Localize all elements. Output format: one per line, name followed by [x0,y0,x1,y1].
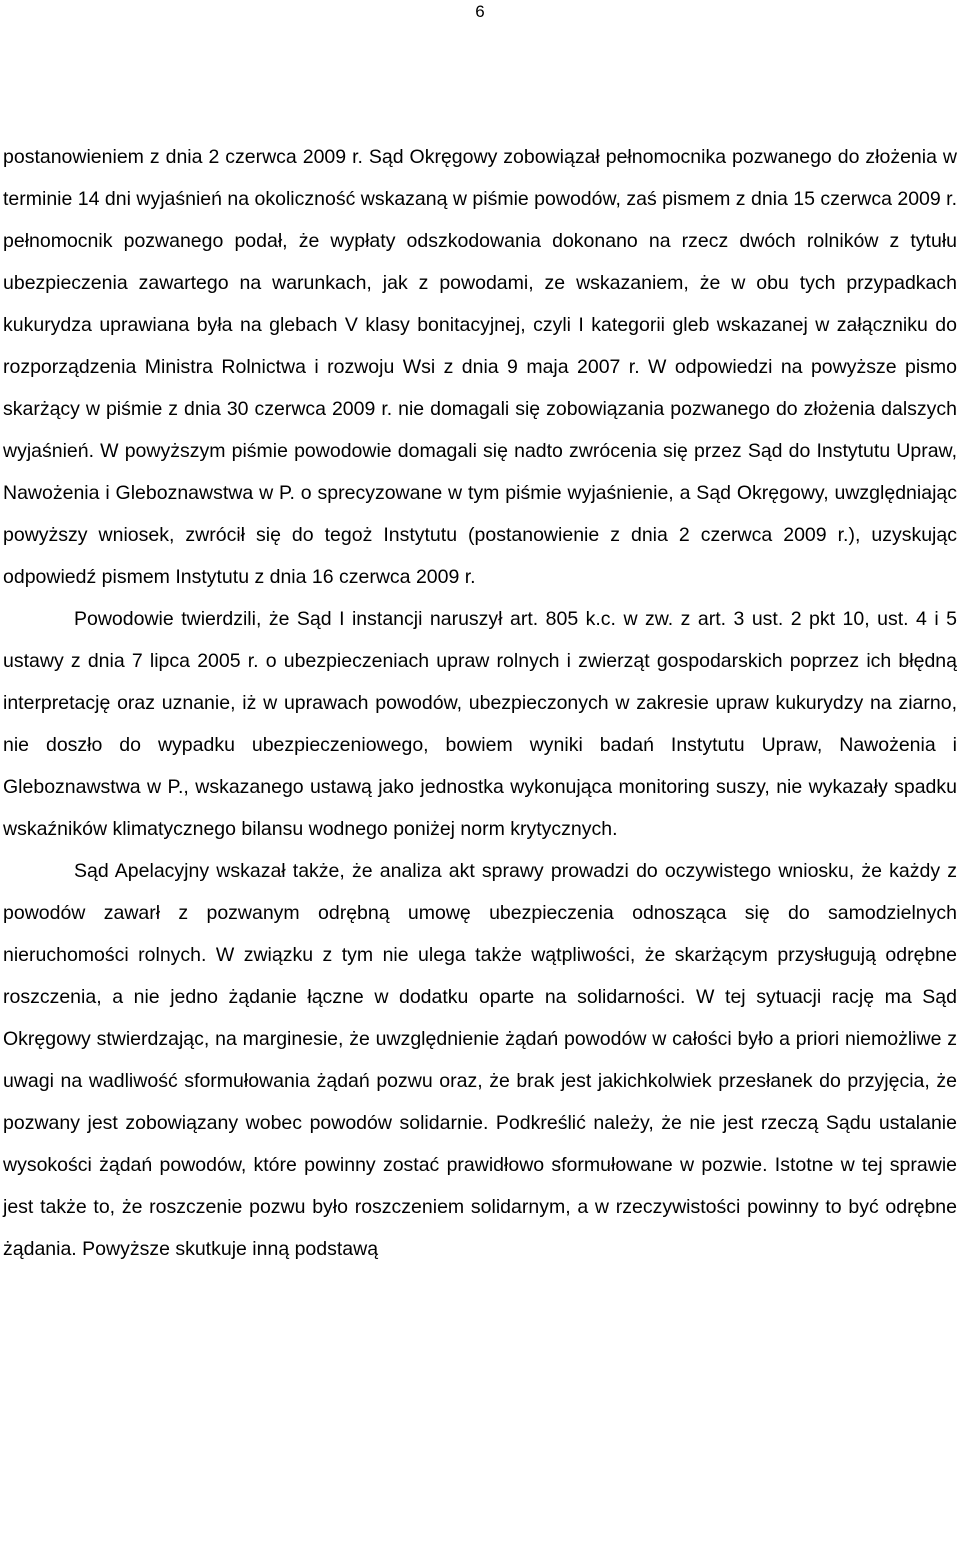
paragraph-2: Powodowie twierdzili, że Sąd I instancji naruszył art. 805 k.c. w zw. z art. 3 ust. 2 pkt 10, ust. 4 i 5 ustawy z dnia 7 lipca 2005 r. o ubezpieczeniach upraw rolnych i zwierząt gospodarskich poprzez ich błędną interpretację oraz uznanie, iż w uprawach powodów, ubezpieczonych w zakresie upraw kukurydzy na ziarno, nie doszło do wypadku ubezpieczeniowego, bowiem wyniki badań Instytutu Upraw, Nawożenia i Gleboznawstwa w P., wskazanego ustawą jako jednostka wykonująca monitoring suszy, nie wykazały spadku wskaźników klimatycznego bilansu wodnego poniżej norm krytycznych. [3,608,957,840]
page-number: 6 [475,2,485,21]
document-body [3,136,957,1270]
paragraph-3: Sąd Apelacyjny wskazał także, że analiza akt sprawy prowadzi do oczywistego wniosku, że każdy z powodów zawarł z pozwanym odrębną umowę ubezpieczenia odnosząca się do samodzielnych nieruchomości rolnych. W związku z tym nie ulega także wątpliwości, że skarżącym przysługują odrębne roszczenia, a nie jedno żądanie łączne w dodatku oparte na solidarności. W tej sytuacji rację ma Sąd Okręgowy stwierdzając, na marginesie, że uwzględnienie żądań powodów w całości było a priori niemożliwe z uwagi na wadliwość sformułowania żądań pozwu oraz, że brak jest jakichkolwiek przesłanek do przyjęcia, że pozwany jest zobowiązany wobec powodów solidarnie. Podkreślić należy, że nie jest rzeczą Sądu ustalanie wysokości żądań powodów, które powinny zostać prawidłowo sformułowane w pozwie. Istotne w tej sprawie jest także to, że roszczenie pozwu było roszczeniem solidarnym, a w rzeczywistości powinny to być odrębne żądania. Powyższe skutkuje inną podstawą [3,860,957,1260]
paragraph-1: postanowieniem z dnia 2 czerwca 2009 r. Sąd Okręgowy zobowiązał pełnomocnika pozwanego do złożenia w terminie 14 dni wyjaśnień na okoliczność wskazaną w piśmie powodów, zaś pismem z dnia 15 czerwca 2009 r. pełnomocnik pozwanego podał, że wypłaty odszkodowania dokonano na rzecz dwóch rolników z tytułu ubezpieczenia zawartego na warunkach, jak z powodami, ze wskazaniem, że w obu tych przypadkach kukurydza uprawiana była na glebach V klasy bonitacyjnej, czyli I kategorii gleb wskazanej w załączniku do rozporządzenia Ministra Rolnictwa i rozwoju Wsi z dnia 9 maja 2007 r. W odpowiedzi na powyższe pismo skarżący w piśmie z dnia 30 czerwca 2009 r. nie domagali się zobowiązania pozwanego do złożenia dalszych wyjaśnień. W powyższym piśmie powodowie domagali się nadto zwrócenia się przez Sąd do Instytutu Upraw, Nawożenia i Gleboznawstwa w P. o sprecyzowane w tym piśmie wyjaśnienie, a Sąd Okręgowy, uwzględniając powyższy wniosek, zwrócił się do tegoż Instytutu (postanowienie z dnia 2 czerwca 2009 r.), uzyskując odpowiedź pismem Instytutu z dnia 16 czerwca 2009 r. [3,146,957,588]
